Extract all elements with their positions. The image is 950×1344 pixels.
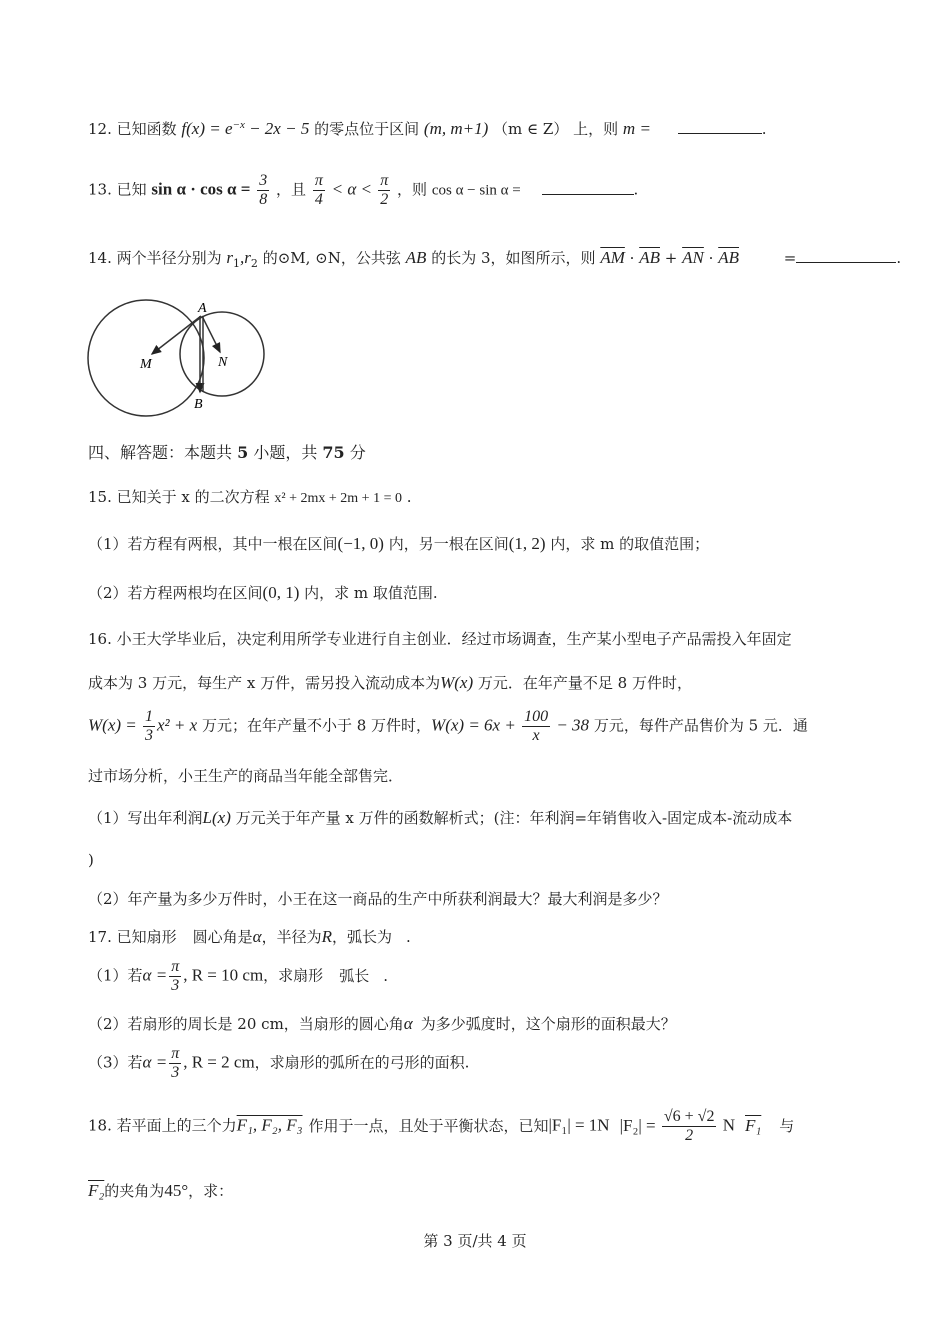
q18-stem-5: ，求： — [188, 1182, 234, 1200]
label-n: N — [218, 355, 228, 370]
q17-p1-num: π — [171, 958, 180, 975]
q16-part-1-cont — [88, 851, 94, 869]
q13-inequality: < α < — [331, 179, 377, 199]
q13-f3-num: π — [380, 172, 389, 189]
fraction-one-third — [143, 708, 155, 745]
q18-line-2 — [88, 1180, 233, 1201]
q15-p2-text: （2）若方程两根均在区间 — [88, 584, 263, 602]
q17-p1-alpha: α = — [142, 965, 168, 985]
q15-p1-text-2: 内，另一根在区间 — [383, 535, 509, 553]
q13-end: . — [633, 180, 639, 199]
q16-part-2 — [88, 888, 668, 909]
question-15 — [88, 486, 412, 507]
forces-vectors: F₁, F₂, F₃ — [236, 1115, 303, 1135]
section-score: 75 — [322, 443, 345, 462]
q16-line-1: 16. 小王大学毕业后，决定利用所学专业进行自主创业．经过市场调查，生产某小型电子产品需投入年固定 — [88, 630, 792, 648]
q16-p1-text-2: 万元关于年产量 x 万件的函数解析式；(注：年利润=年销售收入-固定成本-流动成本 — [230, 809, 793, 827]
q13-f3-den: 2 — [380, 191, 389, 208]
q16-poly: x² + x — [157, 715, 198, 735]
q17-p2-alpha: α — [403, 1014, 413, 1033]
q17-part-2 — [88, 1013, 676, 1034]
q13-f1-den: 8 — [259, 191, 268, 208]
section-suffix: 分 — [344, 443, 366, 462]
q14-text: 的⊙M, ⊙N，公共弦 — [262, 249, 401, 267]
q12-tail: 上，则 — [573, 120, 619, 138]
q12-text: 的零点位于区间 — [314, 120, 420, 138]
q12-function-rest: − 2x − 5 — [244, 119, 310, 138]
q14-dot-2: · — [708, 249, 714, 267]
q12-var: m = — [622, 119, 651, 138]
q14-r: r — [226, 248, 234, 267]
q17-alpha: α — [252, 927, 262, 946]
vector-f1: F₁ — [745, 1115, 762, 1135]
q17-p1-text: （1）若 — [88, 966, 143, 985]
section-count: 5 — [237, 443, 249, 462]
q17-p1-text-2: ，求扇形 — [263, 966, 324, 985]
q14-end: . — [896, 249, 902, 267]
q13-f2-num: π — [314, 172, 323, 189]
interval-3: (0, 1) — [262, 583, 300, 602]
segment-am — [152, 316, 201, 354]
question-12 — [88, 118, 766, 139]
q16-l2-text: 成本为 3 万元，每生产 x 万件，需另投入流动成本为 — [88, 674, 441, 692]
q15-stem: 15. 已知关于 x 的二次方程 — [88, 488, 270, 506]
q17-p3-den: 3 — [171, 1064, 180, 1081]
vector-an: $\overline{AN}$ — [682, 248, 704, 267]
q17-stem-1: 17. 已知扇形 — [88, 928, 177, 946]
q16-minus: − 38 — [552, 715, 590, 735]
q17-p3-num: π — [171, 1045, 180, 1062]
question-16 — [88, 628, 792, 649]
vector-am: $\overline{AM}$ — [600, 248, 625, 267]
q14-r2: 2 — [250, 257, 258, 270]
q17-part-1 — [88, 958, 388, 995]
q17-stem-5: . — [406, 928, 411, 946]
q18-f2-magnitude: |F₂| = — [619, 1115, 660, 1135]
question-18 — [88, 1108, 794, 1145]
q15-p1-text: （1）若方程有两根，其中一根在区间 — [88, 535, 338, 553]
q17-p3-alpha: α = — [142, 1052, 168, 1072]
q17-p3-text-2: ，求扇形的弧所在的弓形的面积. — [254, 1053, 470, 1072]
q14-plus: + — [664, 249, 678, 267]
q17-p2-text-2: 为多少弧度时，这个扇形的面积最大？ — [420, 1015, 676, 1033]
segment-an — [202, 316, 220, 352]
q18-stem-4: 的夹角为 — [104, 1182, 165, 1200]
section-heading — [88, 440, 366, 463]
q17-stem-2: 圆心角是 — [192, 928, 253, 946]
q16-part-1 — [88, 807, 792, 828]
q15-end: . — [406, 488, 412, 506]
q15-p1-text-3: 内，求 m 的取值范围； — [545, 535, 710, 553]
answer-blank[interactable] — [542, 180, 634, 195]
q16-l3-text-2: 万元，每件产品售价为 5 元．通 — [589, 716, 808, 735]
q13-f2-den: 4 — [314, 191, 323, 208]
q14-dot-1: · — [629, 249, 635, 267]
fraction-sqrt — [662, 1108, 717, 1145]
q12-condition: （m ∈ Z） — [493, 120, 569, 138]
q12-function: f(x) = e — [181, 119, 233, 138]
q13-fraction-2 — [313, 172, 325, 209]
q16-p2-text: （2）年产量为多少万件时，小王在这一商品的生产中所获利润最大？最大利润是多少？ — [88, 890, 668, 908]
q13-f1-num: 3 — [259, 172, 268, 189]
vector-ab-2: $\overline{AB}$ — [718, 248, 739, 267]
q16-p1-close: ) — [88, 851, 94, 869]
label-b: B — [194, 397, 203, 412]
q12-exponent: −x — [232, 119, 245, 131]
w-function: W(x) — [440, 673, 474, 692]
q15-equation: x² + 2mx + 2m + 1 = 0 — [274, 491, 402, 506]
q16-p1-text: （1）写出年利润 — [88, 809, 203, 827]
q16-w-eq-2: W(x) = 6x + — [431, 715, 521, 735]
q15-p2-text-2: 内，求 m 取值范围. — [299, 584, 438, 602]
q18-frac-num: √6 + √2 — [663, 1108, 715, 1125]
q17-part-3 — [88, 1045, 469, 1082]
q13-lhs: sin α · cos α = — [151, 179, 251, 199]
q16-f1-num: 1 — [145, 708, 154, 725]
q17-stem-3: ，半径为 — [261, 928, 322, 946]
q12-end: . — [761, 120, 767, 138]
q14-stem: 14. 两个半径分别为 — [88, 249, 222, 267]
q13-fraction-1 — [257, 172, 269, 209]
question-13 — [88, 172, 638, 209]
label-m: M — [140, 357, 152, 372]
q16-l3-text: 万元；在年产量不小于 8 万件时， — [197, 716, 432, 735]
q14-eq: = — [783, 249, 797, 267]
vector-f2: F₂ — [88, 1181, 105, 1200]
q17-stem-4: ，弧长为 — [331, 928, 392, 946]
q16-line-4 — [88, 765, 403, 786]
answer-blank[interactable] — [796, 248, 896, 263]
q14-text-2: 的长为 3，如图所示，则 — [431, 249, 596, 267]
q16-line-3 — [88, 708, 808, 745]
l-function: L(x) — [202, 808, 231, 827]
q16-f2-num: 100 — [524, 708, 549, 725]
q16-l4-text: 过市场分析，小王生产的商品当年能全部售完． — [88, 767, 404, 785]
q18-f1-magnitude: |F₁| = 1N — [548, 1115, 610, 1135]
q13-stem: 13. 已知 — [88, 180, 147, 199]
q12-stem: 12. 已知函数 — [88, 120, 177, 138]
q17-p1-radius: , R = 10 cm — [183, 965, 264, 985]
q16-l2-text-2: 万元．在年产量不足 8 万件时， — [473, 674, 692, 692]
fraction-100-x — [522, 708, 550, 745]
q18-angle: 45° — [164, 1181, 189, 1200]
q17-p1-text-3: 弧长 — [339, 966, 370, 985]
q18-frac-den: 2 — [685, 1127, 694, 1144]
section-prefix: 四、解答题：本题共 — [88, 443, 238, 462]
q18-unit: N — [718, 1115, 735, 1135]
q17-p3-text: （3）若 — [88, 1053, 143, 1072]
label-a: A — [198, 301, 207, 316]
q14-r-2: r — [244, 248, 251, 267]
page-footer: 第 3 页/共 4 页 — [423, 1232, 527, 1250]
question-14: 14. 两个半径分别为 $r_1,r_2$ 的⊙M, ⊙N，公共弦 AB 的长为 3，如图所示，则 $\overline{AM} \cdot \overline{AB} + \overline{AN} \cdot \overline{AB}$ = . — [88, 248, 902, 270]
q14-r1: 1 — [233, 257, 241, 270]
q16-f2-den: x — [532, 727, 540, 744]
q18-stem-3: 与 — [779, 1116, 795, 1135]
question-17 — [88, 926, 411, 947]
q18-stem-1: 18. 若平面上的三个力 — [88, 1116, 237, 1135]
q13-tail: ，则 — [397, 180, 428, 199]
q18-stem-2: 作用于一点，且处于平衡状态，已知 — [308, 1116, 549, 1135]
q17-p1-den: 3 — [171, 977, 180, 994]
q17-p1-end: . — [383, 966, 388, 985]
q16-f1-den: 3 — [145, 727, 154, 744]
answer-blank[interactable] — [678, 119, 762, 134]
q15-part-1 — [88, 533, 709, 554]
interval-1: (−1, 0) — [337, 534, 384, 553]
q13-fraction-3 — [378, 172, 390, 209]
interval-2: (1, 2) — [508, 534, 546, 553]
section-mid: 小题，共 — [248, 443, 323, 462]
q15-part-2 — [88, 582, 438, 603]
vector-ab: $\overline{AB}$ — [639, 248, 660, 267]
q12-interval: (m, m+1) — [423, 119, 489, 138]
fraction-pi-3-b — [169, 1045, 181, 1082]
q17-p2-text: （2）若扇形的周长是 20 cm，当扇形的圆心角 — [88, 1015, 404, 1033]
q16-line-2 — [88, 672, 692, 693]
q14-chord: AB — [405, 248, 427, 267]
q17-r: R — [321, 927, 332, 946]
circle-n — [180, 312, 264, 396]
q13-text: ，且 — [276, 180, 307, 199]
fraction-pi-3 — [169, 958, 181, 995]
circles-figure — [84, 296, 274, 420]
q16-w-eq: W(x) = — [88, 715, 142, 735]
q17-p3-radius: , R = 2 cm — [183, 1052, 255, 1072]
q13-expression: cos α − sin α = — [431, 182, 521, 199]
